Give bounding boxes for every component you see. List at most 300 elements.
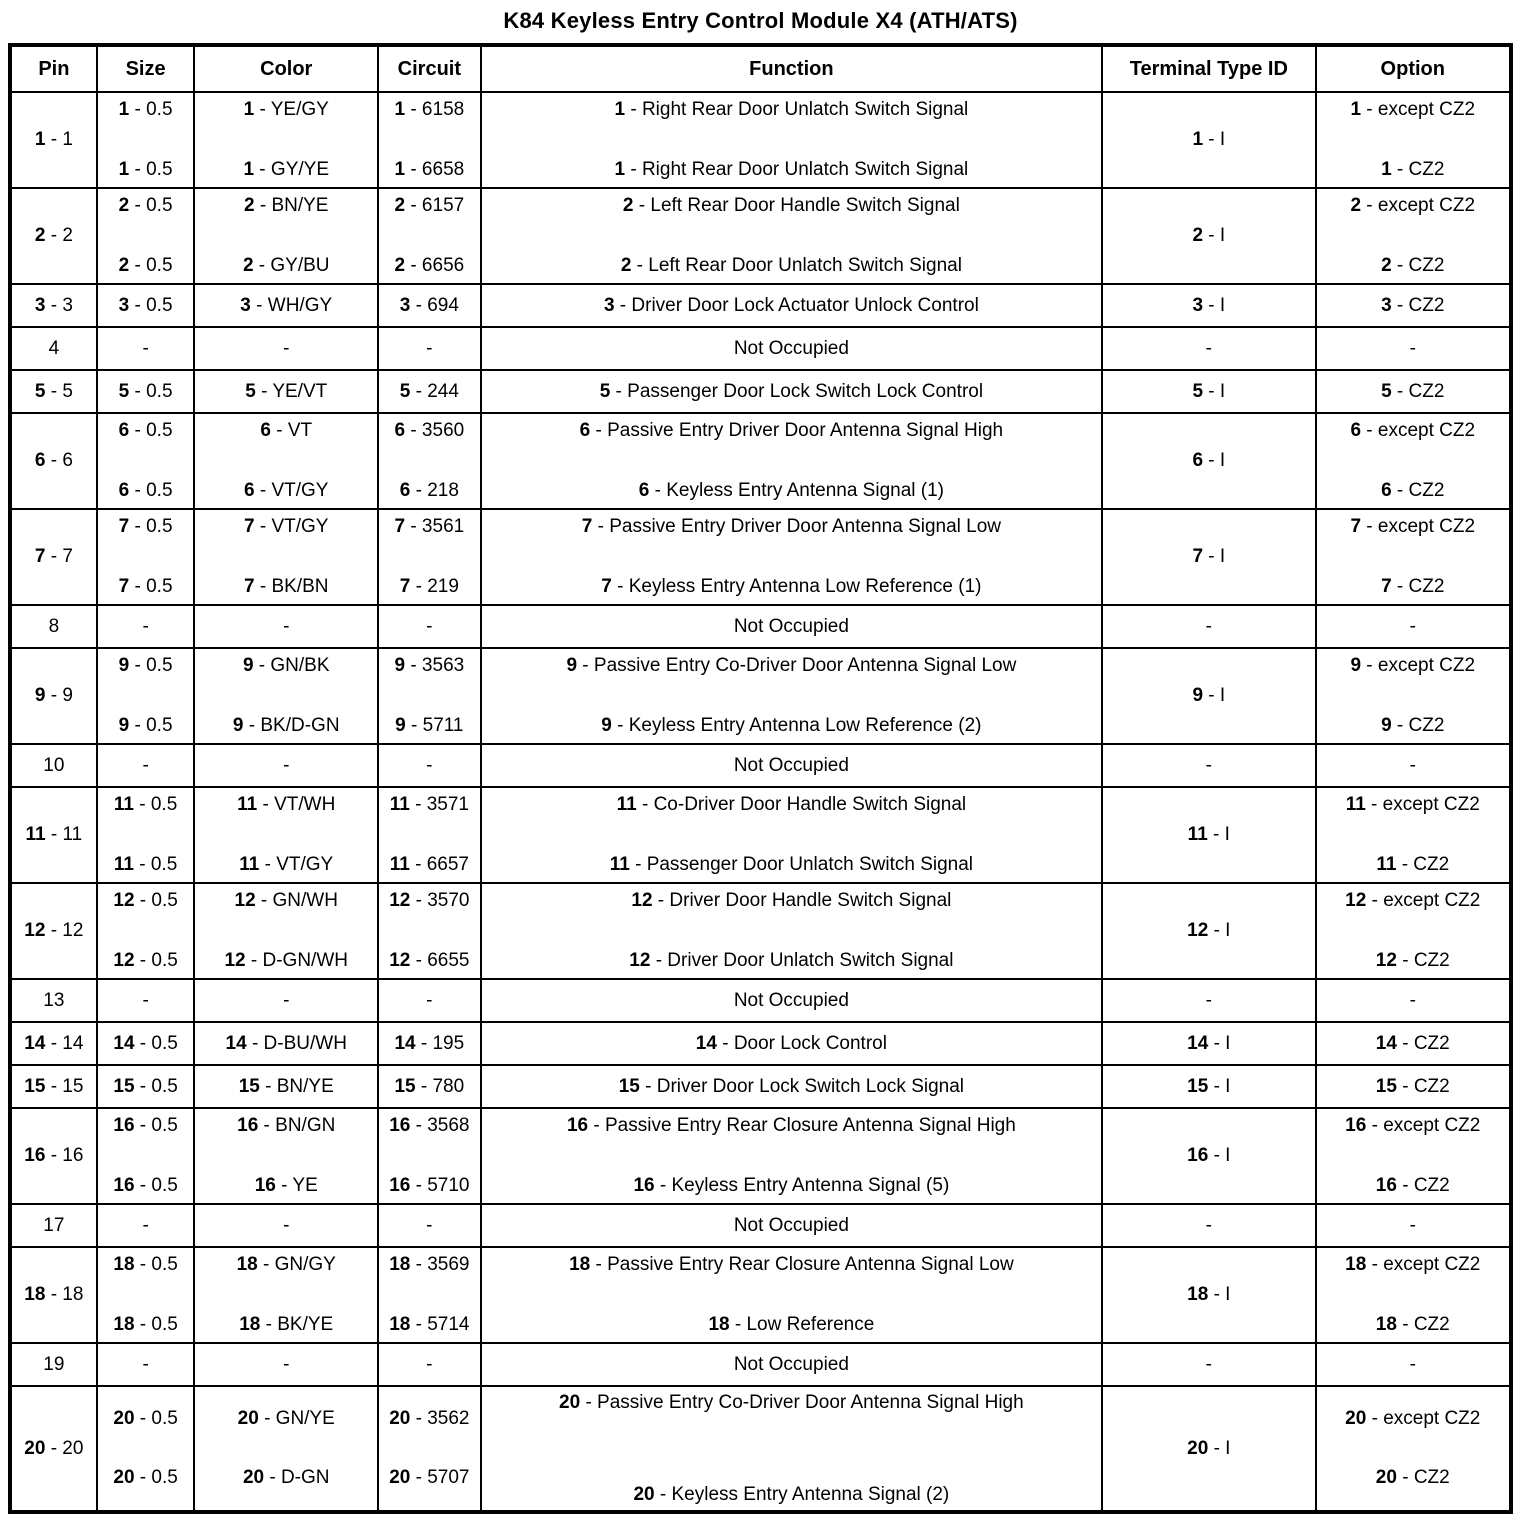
size-cell-stack [101,990,191,1012]
table-row [10,1204,1511,1247]
circuit-cell [378,327,481,370]
cell-number-prefix: 15 [24,1075,46,1097]
size-cell-stack [101,338,191,360]
size-cell-stack [101,887,191,975]
function-cell [481,1247,1102,1343]
column-header-color: Color [194,45,378,92]
cell-number-prefix: 18 [236,1254,258,1275]
cell-number-prefix: 9 [1381,715,1392,736]
function-cell [481,1343,1102,1386]
cell-number-prefix: 18 [708,1314,730,1335]
terminal-type-cell: 16 - I [1102,1108,1315,1204]
cell-number-prefix: 15 [1187,1075,1209,1097]
cell-number-prefix: 15 [394,1075,416,1097]
color-cell [194,1386,378,1512]
cell-number-prefix: 11 [609,854,630,875]
function-cell [481,1108,1102,1204]
color-cell [194,92,378,188]
color-cell [194,605,378,648]
table-row [10,413,1511,509]
cell-number-prefix: 11 [389,794,410,815]
cell-number-prefix: 5 [1192,380,1204,402]
circuit-cell-stack [382,755,477,777]
cell-number-prefix: 1 [243,99,255,120]
circuit-value: - [426,989,433,1011]
size-cell [97,327,195,370]
cell-number-prefix: 2 [1192,225,1204,246]
circuit-cell-stack [382,1215,477,1237]
function-cell [481,327,1102,370]
color-value: 20 - GN/YE [237,1408,335,1429]
circuit-cell [378,1386,481,1512]
pin-cell: 17 [10,1204,97,1247]
cell-number-prefix: 16 [389,1115,411,1136]
function-cell-stack [485,1215,1098,1237]
option-cell-stack [1320,755,1506,777]
cell-number-prefix: 9 [232,715,244,736]
column-header-size: Size [97,45,195,92]
circuit-value: 15 - 780 [394,1075,465,1097]
cell-number-prefix: 11 [113,854,134,875]
color-value: 9 - GN/BK [242,655,330,676]
function-cell-stack [485,1390,1098,1508]
color-cell [194,787,378,883]
color-cell-stack [198,381,374,403]
option-cell [1316,327,1511,370]
option-value: 2 - except CZ2 [1350,195,1476,216]
cell-number-prefix: 14 [1187,1032,1209,1054]
option-value: 18 - CZ2 [1375,1314,1450,1335]
color-cell [194,188,378,284]
table-row [10,327,1511,370]
cell-number-prefix: 16 [1345,1115,1367,1136]
circuit-cell [378,1204,481,1247]
terminal-type-cell: 3 - I [1102,284,1315,327]
size-cell [97,1022,195,1065]
function-cell-stack [485,887,1098,975]
cell-number-prefix: 5 [34,380,46,402]
cell-number-prefix: 16 [24,1145,46,1166]
function-cell-stack [485,1112,1098,1200]
size-value: 18 - 0.5 [113,1254,178,1275]
cell-number-prefix: 18 [113,1314,135,1335]
cell-number-prefix: 12 [113,950,135,971]
option-cell [1316,648,1511,744]
cell-number-prefix: 7 [394,516,406,537]
option-cell-stack [1320,1354,1506,1376]
cell-number-prefix: 15 [113,1075,135,1097]
option-cell-stack [1320,338,1506,360]
cell-number-prefix: 20 [24,1437,46,1459]
pin-cell: 16 - 16 [10,1108,97,1204]
circuit-value: 9 - 3563 [394,655,465,676]
function-cell [481,979,1102,1022]
option-value: 20 - CZ2 [1375,1467,1450,1488]
cell-number-prefix: 2 [243,195,255,216]
circuit-value: 6 - 3560 [394,420,465,441]
size-value: 9 - 0.5 [118,715,173,736]
color-value: - [283,337,290,359]
cell-number-prefix: 5 [399,380,411,402]
circuit-value: 18 - 3569 [389,1254,470,1275]
size-value: - [142,337,149,359]
cell-number-prefix: 1 [614,159,626,180]
size-cell-stack [101,513,191,601]
function-value: 6 - Keyless Entry Antenna Signal (1) [638,480,944,501]
color-value: 18 - BK/YE [239,1314,334,1335]
cell-number-prefix: 7 [118,576,130,597]
size-value: 12 - 0.5 [113,950,178,971]
function-cell-stack [485,1354,1098,1376]
size-cell [97,188,195,284]
circuit-value: 6 - 218 [399,480,459,501]
circuit-value: 2 - 6157 [394,195,465,216]
option-cell-stack [1320,1390,1506,1508]
cell-number-prefix: 1 [34,129,46,150]
color-value: 15 - BN/YE [238,1075,334,1097]
option-cell-stack [1320,1112,1506,1200]
terminal-type-cell: 6 - I [1102,413,1315,509]
size-value: 16 - 0.5 [113,1175,178,1196]
cell-number-prefix: 20 [559,1391,581,1413]
cell-number-prefix: 6 [579,420,591,441]
option-cell [1316,1108,1511,1204]
function-cell-stack [485,338,1098,360]
cell-number-prefix: 6 [1381,480,1392,501]
cell-number-prefix: 11 [616,794,637,815]
cell-number-prefix: 1 [1350,99,1362,120]
terminal-type-cell: - [1102,327,1315,370]
function-value: Not Occupied [733,1353,849,1375]
table-row [10,979,1511,1022]
cell-number-prefix: 3 [34,294,46,316]
option-cell-stack [1320,417,1506,505]
function-cell [481,1065,1102,1108]
pin-cell: 4 [10,327,97,370]
size-value: 11 - 0.5 [113,794,178,815]
cell-number-prefix: 2 [1350,195,1362,216]
cell-number-prefix: 12 [1345,890,1367,911]
size-cell [97,1386,195,1512]
column-header-function: Function [481,45,1102,92]
pin-cell: 6 - 6 [10,413,97,509]
table-row [10,787,1511,883]
option-value: 5 - CZ2 [1381,380,1445,402]
size-value: 1 - 0.5 [118,159,173,180]
table-row [10,188,1511,284]
circuit-cell [378,188,481,284]
circuit-value: - [426,615,433,637]
pin-cell: 11 - 11 [10,787,97,883]
cell-number-prefix: 12 [1187,920,1209,941]
circuit-value: 14 - 195 [394,1032,465,1054]
function-cell-stack [485,990,1098,1012]
circuit-cell-stack [382,1076,477,1098]
cell-number-prefix: 14 [1375,1032,1397,1054]
color-cell-stack [198,1112,374,1200]
function-cell [481,188,1102,284]
pin-cell: 1 - 1 [10,92,97,188]
cell-number-prefix: 1 [243,159,255,180]
function-cell [481,413,1102,509]
circuit-cell-stack [382,990,477,1012]
color-value: 12 - D-GN/WH [224,950,348,971]
terminal-type-cell: 15 - I [1102,1065,1315,1108]
circuit-cell [378,883,481,979]
cell-number-prefix: 11 [239,854,260,875]
option-cell-stack [1320,652,1506,740]
option-cell [1316,744,1511,787]
cell-number-prefix: 14 [225,1032,247,1054]
cell-number-prefix: 18 [1345,1254,1367,1275]
cell-number-prefix: 2 [622,195,634,216]
cell-number-prefix: 11 [237,794,258,815]
cell-number-prefix: 3 [399,294,411,316]
color-value: 3 - WH/GY [240,294,333,316]
table-row [10,1022,1511,1065]
function-value: 1 - Right Rear Door Unlatch Switch Signal [614,159,969,180]
size-value: - [142,1353,149,1375]
circuit-cell-stack [382,1251,477,1339]
cell-number-prefix: 14 [695,1032,717,1054]
option-cell [1316,1247,1511,1343]
option-cell [1316,1386,1511,1512]
cell-number-prefix: 12 [389,890,411,911]
color-cell [194,327,378,370]
circuit-value: 1 - 6658 [394,159,465,180]
cell-number-prefix: 18 [389,1254,411,1275]
size-cell-stack [101,192,191,280]
option-cell [1316,979,1511,1022]
option-value: - [1409,1214,1416,1236]
function-value: 11 - Passenger Door Unlatch Switch Signal [609,854,974,875]
cell-number-prefix: 16 [254,1175,276,1196]
cell-number-prefix: 7 [118,516,130,537]
option-value: 3 - CZ2 [1381,294,1445,316]
circuit-cell [378,1022,481,1065]
size-cell-stack [101,1033,191,1055]
function-cell [481,648,1102,744]
circuit-value: 11 - 3571 [389,794,469,815]
cell-number-prefix: 2 [1381,255,1392,276]
size-value: 14 - 0.5 [113,1032,178,1054]
option-cell-stack [1320,1033,1506,1055]
circuit-value: 7 - 219 [399,576,459,597]
table-row [10,744,1511,787]
cell-number-prefix: 9 [118,715,130,736]
color-value: 16 - YE [254,1175,318,1196]
cell-number-prefix: 18 [24,1284,46,1305]
function-cell [481,509,1102,605]
size-cell [97,744,195,787]
cell-number-prefix: 3 [118,294,130,316]
cell-number-prefix: 7 [581,516,593,537]
cell-number-prefix: 20 [1345,1408,1367,1429]
color-value: 2 - BN/YE [243,195,329,216]
size-cell [97,979,195,1022]
cell-number-prefix: 6 [1350,420,1362,441]
option-value: - [1409,1353,1416,1375]
color-cell [194,744,378,787]
size-value: 6 - 0.5 [118,480,173,501]
option-cell [1316,284,1511,327]
option-cell [1316,1022,1511,1065]
color-cell [194,370,378,413]
size-cell [97,1343,195,1386]
cell-number-prefix: 15 [1375,1075,1397,1097]
terminal-type-cell: 9 - I [1102,648,1315,744]
color-cell [194,1247,378,1343]
circuit-cell [378,370,481,413]
table-row [10,92,1511,188]
option-value: 18 - except CZ2 [1345,1254,1481,1275]
size-cell [97,1247,195,1343]
function-cell-stack [485,652,1098,740]
circuit-value: - [426,1214,433,1236]
cell-number-prefix: 6 [118,420,130,441]
color-value: 11 - VT/GY [239,854,334,875]
cell-number-prefix: 12 [113,890,135,911]
color-cell-stack [198,1390,374,1508]
function-value: 6 - Passive Entry Driver Door Antenna Signal High [579,420,1004,441]
option-cell [1316,1204,1511,1247]
circuit-cell-stack [382,381,477,403]
circuit-value: - [426,337,433,359]
pin-cell: 10 [10,744,97,787]
color-cell-stack [198,791,374,879]
cell-number-prefix: 18 [569,1254,591,1275]
color-value: - [283,1353,290,1375]
color-cell-stack [198,513,374,601]
function-value: Not Occupied [733,754,849,776]
cell-number-prefix: 5 [1381,380,1392,402]
circuit-value: 12 - 3570 [389,890,470,911]
color-value: 2 - GY/BU [242,255,330,276]
pin-cell: 8 [10,605,97,648]
size-cell-stack [101,381,191,403]
circuit-value: 1 - 6158 [394,99,465,120]
circuit-value: 20 - 5707 [389,1467,470,1488]
option-value: 16 - CZ2 [1375,1175,1450,1196]
color-cell-stack [198,338,374,360]
size-cell [97,92,195,188]
column-header-pin: Pin [10,45,97,92]
color-value: 7 - BK/BN [243,576,329,597]
size-value: 1 - 0.5 [118,99,173,120]
cell-number-prefix: 16 [113,1115,135,1136]
color-cell-stack [198,1033,374,1055]
option-value: 12 - CZ2 [1375,950,1450,971]
table-row [10,605,1511,648]
cell-number-prefix: 7 [601,576,612,597]
cell-number-prefix: 1 [394,159,406,180]
size-value: 11 - 0.5 [113,854,178,875]
cell-number-prefix: 6 [399,480,411,501]
color-value: - [283,1214,290,1236]
option-value: 16 - except CZ2 [1345,1115,1481,1136]
cell-number-prefix: 9 [601,715,612,736]
size-value: 5 - 0.5 [118,380,173,402]
cell-number-prefix: 6 [34,450,46,471]
cell-number-prefix: 20 [113,1408,135,1429]
cell-number-prefix: 6 [1192,450,1204,471]
cell-number-prefix: 16 [566,1115,589,1136]
color-cell-stack [198,295,374,317]
size-value: 9 - 0.5 [118,655,173,676]
column-header-circuit: Circuit [378,45,481,92]
table-row [10,1065,1511,1108]
function-value: 16 - Keyless Entry Antenna Signal (5) [633,1175,950,1196]
circuit-value: 16 - 3568 [389,1115,470,1136]
option-value: 6 - CZ2 [1381,480,1445,501]
cell-number-prefix: 1 [118,159,130,180]
circuit-cell-stack [382,1354,477,1376]
size-value: 20 - 0.5 [113,1467,178,1488]
circuit-value: 11 - 6657 [389,854,469,875]
color-value: - [283,615,290,637]
cell-number-prefix: 9 [566,655,578,676]
cell-number-prefix: 3 [603,294,615,316]
cell-number-prefix: 20 [389,1467,411,1488]
color-cell-stack [198,1076,374,1098]
circuit-value: - [426,1353,433,1375]
color-value: 12 - GN/WH [234,890,338,911]
option-cell-stack [1320,96,1506,184]
cell-number-prefix: 6 [243,480,255,501]
size-value: 16 - 0.5 [113,1115,178,1136]
pin-cell: 18 - 18 [10,1247,97,1343]
color-value: 6 - VT/GY [243,480,329,501]
function-value: 16 - Passive Entry Rear Closure Antenna Signal High [566,1115,1016,1136]
size-cell-stack [101,96,191,184]
cell-number-prefix: 16 [633,1175,655,1196]
color-cell [194,1204,378,1247]
option-cell-stack [1320,887,1506,975]
cell-number-prefix: 14 [394,1032,416,1054]
color-cell-stack [198,616,374,638]
function-value: 3 - Driver Door Lock Actuator Unlock Control [603,294,979,316]
pin-cell: 9 - 9 [10,648,97,744]
cell-number-prefix: 6 [118,480,130,501]
function-cell [481,92,1102,188]
option-value: 11 - except CZ2 [1345,794,1480,815]
function-cell [481,1386,1102,1512]
option-cell [1316,509,1511,605]
option-cell [1316,883,1511,979]
circuit-cell [378,979,481,1022]
function-value: 2 - Left Rear Door Unlatch Switch Signal [620,255,962,276]
function-cell-stack [485,791,1098,879]
cell-number-prefix: 14 [24,1032,46,1054]
terminal-type-cell: 5 - I [1102,370,1315,413]
column-header-terminal: Terminal Type ID [1102,45,1315,92]
table-row [10,648,1511,744]
function-cell-stack [485,1033,1098,1055]
circuit-cell-stack [382,887,477,975]
cell-number-prefix: 9 [395,715,406,736]
cell-number-prefix: 9 [118,655,130,676]
color-value: 18 - GN/GY [236,1254,336,1275]
color-cell-stack [198,192,374,280]
color-value: 20 - D-GN [242,1467,330,1488]
terminal-type-cell: 12 - I [1102,883,1315,979]
option-cell-stack [1320,1251,1506,1339]
circuit-cell [378,605,481,648]
cell-number-prefix: 5 [245,380,256,402]
table-row [10,1343,1511,1386]
function-value: Not Occupied [733,337,849,359]
size-cell [97,413,195,509]
